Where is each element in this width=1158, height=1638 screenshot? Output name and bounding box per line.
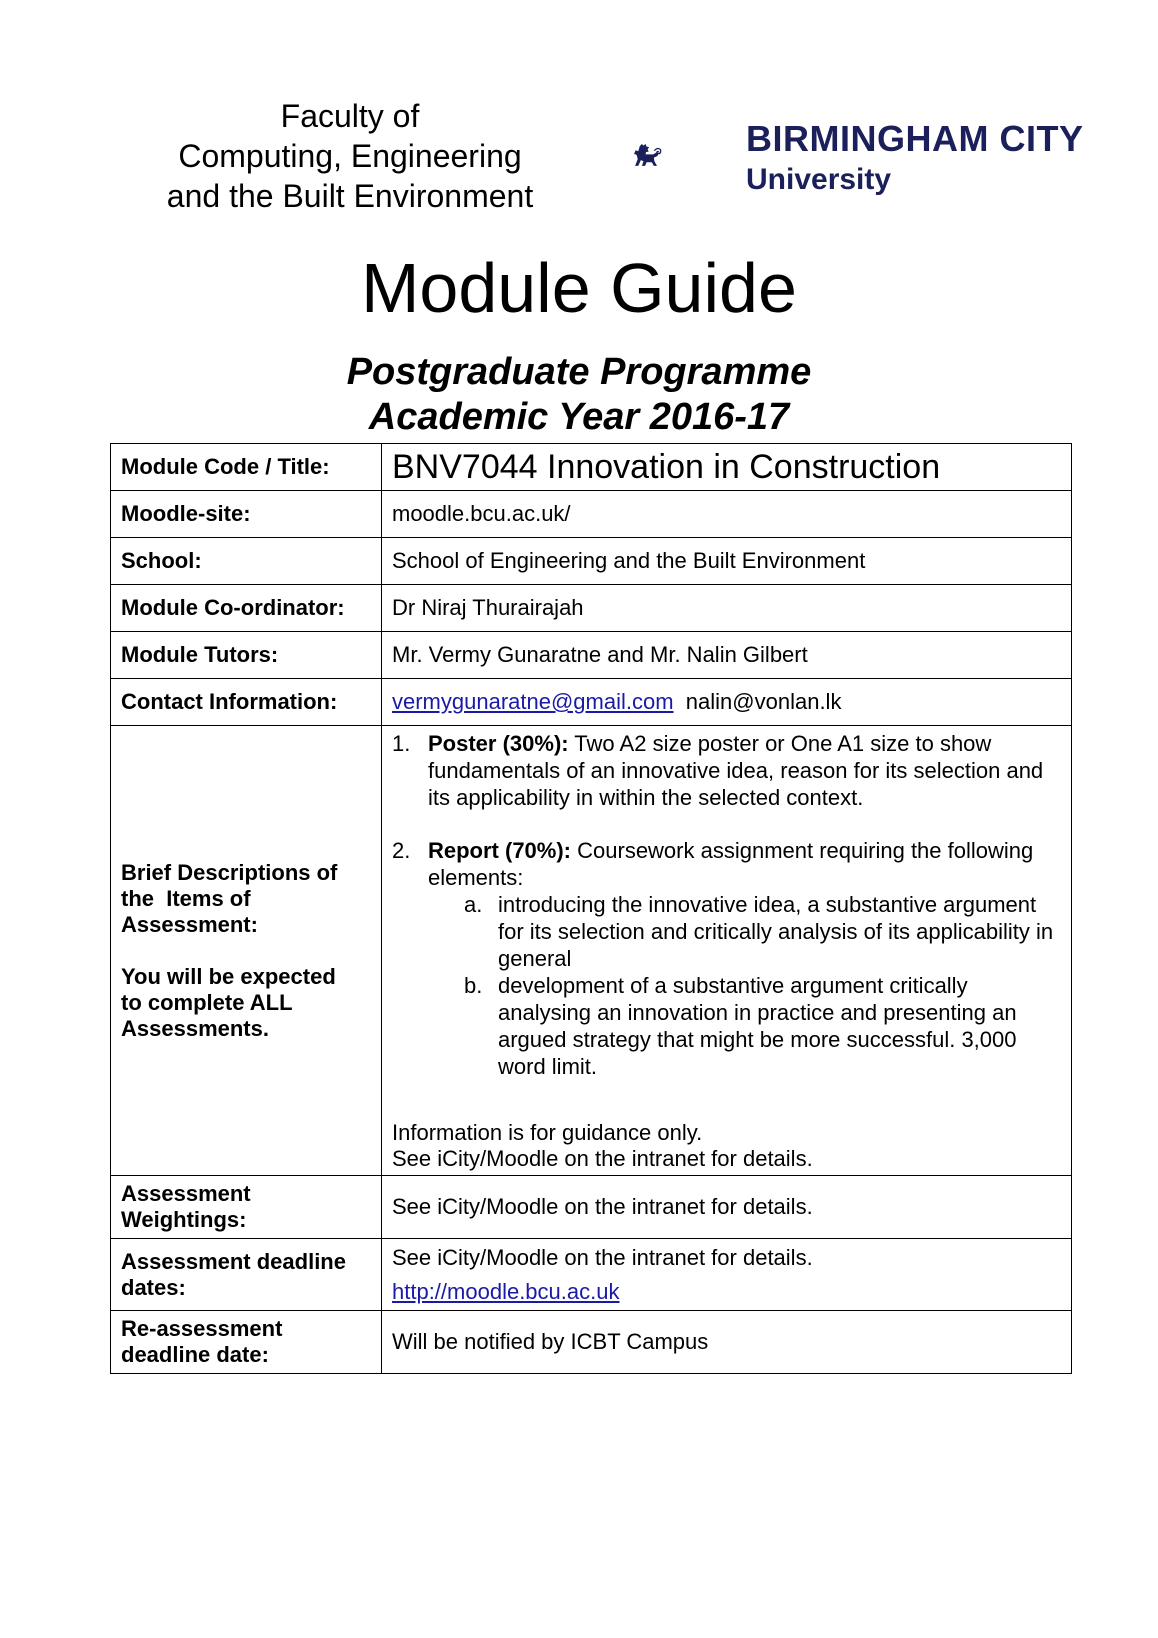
guidance-note: Information is for guidance only. [392,1119,703,1145]
sub-item-text: introducing the innovative idea, a substantive argument for its selection and critically analysis of its applicability in general [498,891,1054,971]
sub-item-letter: a. [464,891,483,917]
module-code-value: BNV7044 Innovation in Construction [382,444,1072,491]
programme-line: Postgraduate Programme [346,351,812,393]
table-row [111,538,1072,585]
item-text [428,837,1061,891]
table-row [111,585,1072,632]
item-body: Two A2 size poster or One A1 size to show fundamentals of an innovative idea, reason for its selection and its applicability in within the selected context. [428,730,1044,810]
item-text [428,730,1061,811]
academic-year-line: Academic Year 2016-17 [368,396,790,438]
moodle-value: moodle.bcu.ac.uk/ [382,491,1072,538]
subtitle [0,350,1158,440]
expectation-line: to complete ALL [121,989,293,1015]
guidance-note: See iCity/Moodle on the intranet for details. [392,1145,813,1171]
weightings-value: See iCity/Moodle on the intranet for details. [382,1176,1072,1239]
school-label: School: [111,538,382,585]
list-item [392,837,1061,891]
table-row [111,491,1072,538]
module-info-table [110,443,1072,1374]
coordinator-value: Dr Niraj Thurairajah [382,585,1072,632]
table-row [111,632,1072,679]
table-row [111,679,1072,726]
table-row [111,1176,1072,1239]
reassessment-label-line: Re-assessment [121,1316,283,1341]
email-nalin: nalin@vonlan.lk [685,689,842,714]
email-link-vermy[interactable]: vermygunaratne@gmail.com [392,689,674,714]
item-heading: Poster (30%): [428,730,569,756]
deadlines-label-line: dates: [121,1274,186,1300]
faculty-name [130,96,570,216]
expectation-line: You will be expected [121,963,336,989]
weightings-label-line: Weightings: [121,1207,247,1232]
expectation-line: Assessments. [121,1015,269,1041]
weightings-label [111,1176,382,1239]
table-row [111,1311,1072,1374]
tutors-value: Mr. Vermy Gunaratne and Mr. Nalin Gilbert [382,632,1072,679]
moodle-label: Moodle-site: [111,491,382,538]
table-row [111,444,1072,491]
contact-label: Contact Information: [111,679,382,726]
assessment-label-line: Brief Descriptions of [121,859,338,885]
module-code-label: Module Code / Title: [111,444,382,491]
item-body: Coursework assignment requiring the following elements: [428,837,1034,890]
contact-value [382,679,1072,726]
deadlines-text: See iCity/Moodle on the intranet for details. [392,1244,813,1270]
table-row [111,1239,1072,1311]
tutors-label: Module Tutors: [111,632,382,679]
sub-item-text: development of a substantive argument critically analysing an innovation in practice and presenting an argued strategy that might be more successful. 3,000 word limit. [498,972,1017,1079]
reassessment-label-line: deadline date: [121,1342,269,1367]
sub-list-item [464,891,1061,972]
page-title: Module Guide [361,249,797,327]
lion-icon [632,108,744,204]
assessment-label [111,726,382,1176]
moodle-link[interactable]: http://moodle.bcu.ac.uk [392,1278,620,1304]
item-heading: Report (70%): [428,837,572,863]
school-value: School of Engineering and the Built Environment [382,538,1072,585]
deadlines-label-line: Assessment deadline [121,1248,346,1274]
weightings-label-line: Assessment [121,1181,251,1206]
assessment-description [382,726,1072,1176]
reassessment-value: Will be notified by ICBT Campus [382,1311,1072,1374]
faculty-line: and the Built Environment [166,178,534,214]
assessment-label-line: Assessment: [121,911,258,937]
coordinator-label: Module Co-ordinator: [111,585,382,632]
list-item [392,730,1061,811]
faculty-line: Faculty of [280,98,420,134]
university-label: University [746,163,892,196]
faculty-line: Computing, Engineering [178,138,522,174]
item-number: 2. [392,837,411,863]
sub-list-item [464,972,1061,1080]
item-number: 1. [392,730,411,756]
deadlines-label [111,1239,382,1311]
deadlines-value [382,1239,1072,1311]
assessment-label-line: the Items of [121,885,251,911]
sub-item-letter: b. [464,972,483,998]
reassessment-label [111,1311,382,1374]
university-name: BIRMINGHAM CITY [746,118,1084,159]
table-row [111,726,1072,1176]
